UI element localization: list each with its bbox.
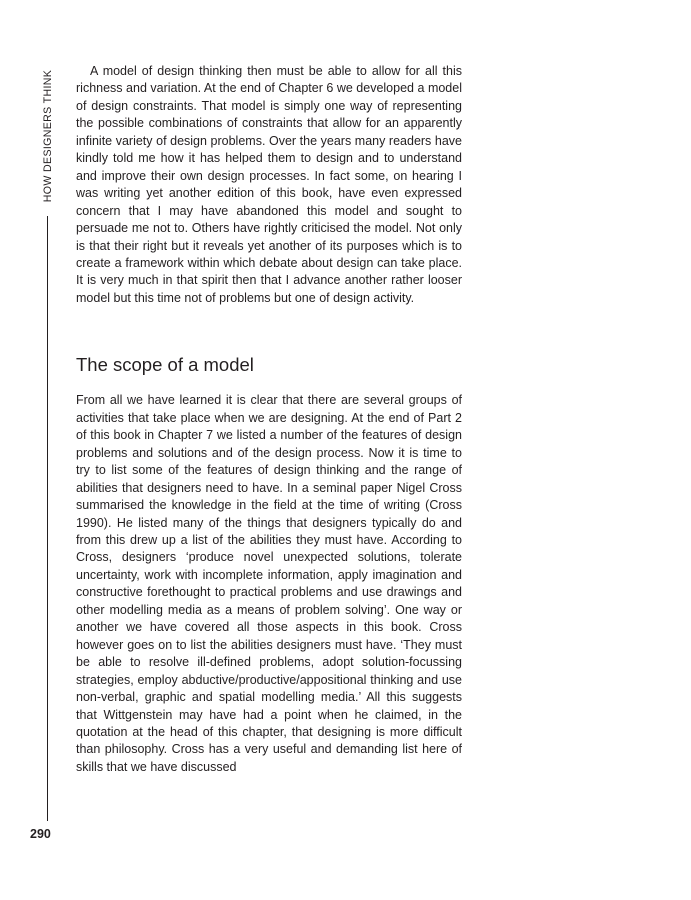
body-paragraph: From all we have learned it is clear that there are several groups of activities that take place when we are designing. At the end of Part 2 of this book in Chapter 7 we listed a number of the features of design problems and solutions and of the design process. Now it is time to try to list some of the features of design thinking and the range of abilities that designers need to have. In a seminal paper Nigel Cross summarised the knowledge in the field at the time of writing (Cross 1990). He listed many of the things that designers typically do and from this drew up a list of the abilities they must have. According to Cross, designers ‘produce novel unexpected solutions, tolerate uncertainty, work with incomplete information, apply imagination and constructive forethought to practical problems and use drawings and other modelling media as a means of problem solving’. One way or another we have covered all those aspects in this book. Cross however goes on to list the abilities designers must have. ‘They must be able to resolve ill-defined problems, adopt solution-focussing strategies, employ abductive/productive/appositional thinking and use non-verbal, graphic and spatial modelling media.’ All this suggests that Wittgenstein may have had a point when he claimed, in the quotation at the head of this chapter, that designing is more difficult than philosophy. Cross has a very useful and demanding list here of skills that we have discussed	[76, 393, 462, 774]
main-text-column	[76, 63, 462, 776]
margin-rule	[47, 216, 48, 821]
intro-paragraph: A model of design thinking then must be able to allow for all this richness and variation. At the end of Chapter 6 we developed a model of design constraints. That model is simply one way of representing the possible combinations of constraints that allow for an apparently infinite variety of design problems. Over the years many readers have kindly told me how it has helped them to design and to understand and improve their own design processes. In fact some, on hearing I was writing yet another edition of this book, have even expressed concern that I may have abandoned this model and sought to persuade me not to. Others have rightly criticised the model. Not only is that their right but it reveals yet another of its purposes which is to create a framework within which debate about design can take place. It is very much in that spirit then that I advance another rather looser model but this time not of problems but one of design activity.	[76, 64, 462, 305]
running-head	[42, 70, 54, 202]
running-head-text: HOW DESIGNERS THINK	[42, 69, 54, 203]
page-number: 290	[30, 827, 51, 841]
section-heading: The scope of a model	[76, 354, 254, 376]
